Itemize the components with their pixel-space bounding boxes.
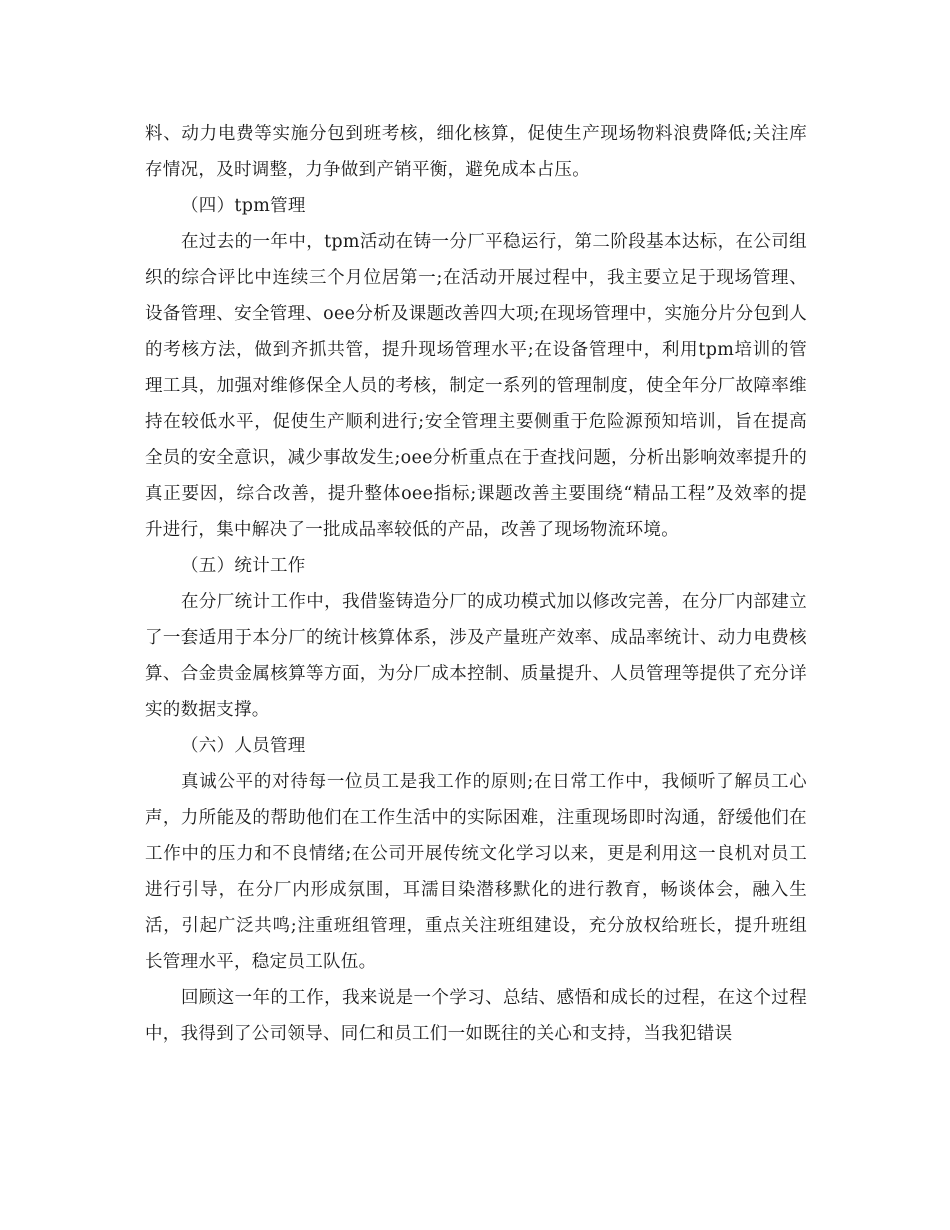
paragraph-personnel: 真诚公平的对待每一位员工是我工作的原则;在日常工作中，我倾听了解员工心声，力所能及的帮助他们在工作生活中的实际困难，注重现场即时沟通，舒缓他们在工作中的压力和不良情绪;在公司开展传统文化学习以来，更是利用这一良机对员工进行引导，在分厂内形成氛围，耳濡目染潜移默化的进行教育，畅谈体会，融入生活，引起广泛共鸣;注重班组管理，重点关注班组建设，充分放权给班长，提升班组长管理水平，稳定员工队伍。 (145, 772, 807, 972)
paragraph-tpm: 在过去的一年中，tpm活动在铸一分厂平稳运行，第二阶段基本达标，在公司组织的综合评比中连续三个月位居第一;在活动开展过程中，我主要立足于现场管理、设备管理、安全管理、oee分析及课题改善四大项;在现场管理中，实施分片分包到人的考核方法，做到齐抓共管，提升现场管理水平;在设备管理中，利用tpm培训的管理工具，加强对维修保全人员的考核，制定一系列的管理制度，使全年分厂故障率维持在较低水平，促使生产顺利进行;安全管理主要侧重于危险源预知培训，旨在提高全员的安全意识，减少事故发生;oee分析重点在于查找问题，分析出影响效率提升的真正要因，综合改善，提升整体oee指标;课题改善主要围绕“精品工程”及效率的提升进行，集中解决了一批成品率较低的产品，改善了现场物流环境。 (145, 232, 807, 540)
document-page (145, 116, 807, 1052)
section-heading-tpm: （四）tpm管理 (181, 196, 306, 216)
section-heading-statistics: （五）统计工作 (181, 556, 306, 576)
paragraph-continued: 料、动力电费等实施分包到班考核，细化核算，促使生产现场物料浪费降低;关注库存情况，及时调整，力争做到产销平衡，避免成本占压。 (145, 124, 807, 180)
section-heading-personnel: （六）人员管理 (181, 736, 306, 756)
paragraph-statistics: 在分厂统计工作中，我借鉴铸造分厂的成功模式加以修改完善，在分厂内部建立了一套适用于本分厂的统计核算体系，涉及产量班产效率、成品率统计、动力电费核算、合金贵金属核算等方面，为分厂成本控制、质量提升、人员管理等提供了充分详实的数据支撑。 (145, 592, 807, 720)
paragraph-review: 回顾这一年的工作，我来说是一个学习、总结、感悟和成长的过程，在这个过程中，我得到了公司领导、同仁和员工们一如既往的关心和支持，当我犯错误 (145, 988, 807, 1044)
